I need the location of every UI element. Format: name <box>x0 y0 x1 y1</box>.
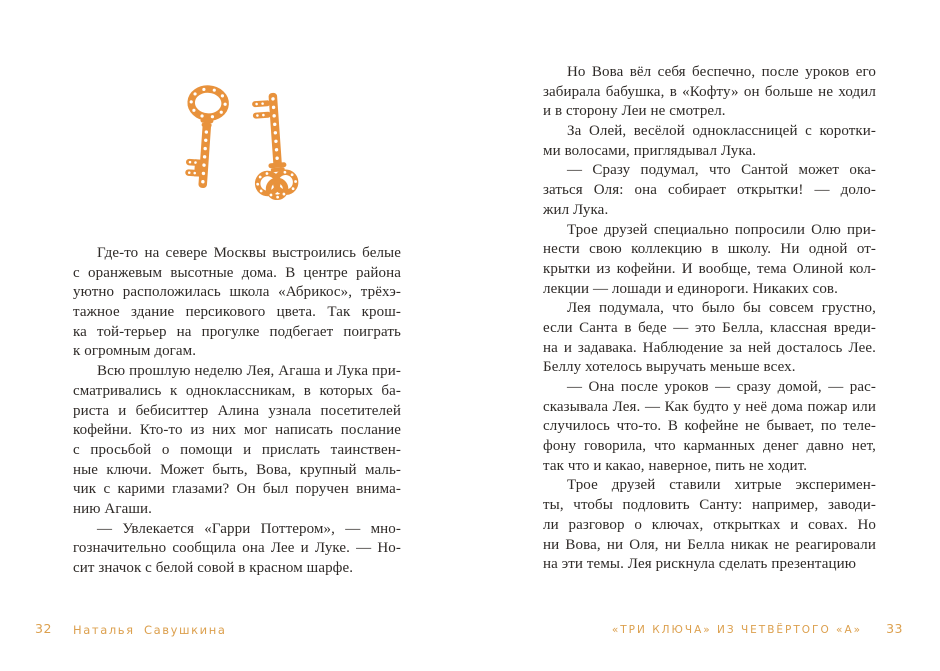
text-line: сказывала Лея. — Как будто у неё дома пожар или <box>543 398 876 415</box>
text-line: ни Вова, ни Оля, ни Белла никак не реагировали <box>543 536 876 553</box>
text-line: заться Оля: она собирает открытки! — доло- <box>543 182 876 199</box>
text-line: Но Вова вёл себя беспечно, после уроков его <box>567 64 876 80</box>
text-line: крытки из кофейни. И вообще, тема Олиной кол- <box>543 260 876 277</box>
paragraph <box>73 520 401 579</box>
paragraph <box>543 161 876 220</box>
text-line: Трое друзей специально попросили Олю при- <box>567 221 876 238</box>
text-line: — Сразу подумал, что Сантой может ока- <box>567 162 876 179</box>
text-line: на эти темы. Лея рискнула сделать презентацию <box>543 556 857 573</box>
text-line: Где-то на севере Москвы выстроились белые <box>97 245 401 261</box>
text-line: к огромным догам. <box>73 343 197 360</box>
text-line: на и задавака. Наблюдение за ней досталось Лее. <box>543 339 876 356</box>
text-line: ка той-терьер на прогулке подбегает поиграть <box>73 323 401 340</box>
page-number-right: 33 <box>886 621 903 636</box>
text-line: с просьбой о помощи и прислать таинствен- <box>73 441 401 458</box>
text-line: нию Агаши. <box>73 500 152 517</box>
text-line: гозначительно сообщила она Лее и Луке. — Но- <box>73 540 401 557</box>
text-line: — Она после уроков — сразу домой, — рас- <box>567 379 876 395</box>
text-line: уютно расположилась школа «Абрикос», трёхэ- <box>73 284 401 301</box>
page-left-text <box>73 244 401 579</box>
text-line: тажное здание персикового цвета. Так крош- <box>73 304 401 321</box>
page-number-left: 32 <box>35 621 52 636</box>
text-line: случилось что-то. В кофейне не бывает, по теле- <box>543 418 876 435</box>
text-line: и в сторону Леи не смотрел. <box>543 103 726 120</box>
paragraph <box>543 122 876 161</box>
paragraph <box>73 244 401 362</box>
text-line: нести свою коллекцию в школу. Ни одной от- <box>543 241 876 258</box>
text-line: фону говорила, что карманных денег давно нет, <box>543 438 876 455</box>
text-line: если Санта в беде — это Белла, классная вреди- <box>543 319 876 336</box>
text-line: так что и какао, наверное, пить не ходит. <box>543 457 808 474</box>
text-line: Всю прошлую неделю Лея, Агаша и Лука при- <box>97 363 401 380</box>
text-line: жил Лука. <box>543 201 609 218</box>
running-title-book: «ТРИ КЛЮЧА» ИЗ ЧЕТВЁРТОГО «А» <box>611 624 863 636</box>
paragraph <box>543 221 876 300</box>
text-line: с оранжевым высотные дома. В центре района <box>73 264 401 281</box>
text-line: Беллу хотелось выручать меньше всех. <box>543 359 796 376</box>
text-line: — Увлекается «Гарри Поттером», — мно- <box>97 520 401 537</box>
paragraph <box>73 362 401 520</box>
text-line: Лея подумала, что было бы совсем грустно, <box>567 300 876 317</box>
text-line: ные ключи. Может быть, Вова, крупный маль- <box>73 461 401 478</box>
paragraph <box>543 63 876 122</box>
text-line: лекции — лошади и единороги. Никаких сов. <box>543 280 838 297</box>
text-line: сит значок с белой совой в красном шарфе. <box>73 560 354 576</box>
text-line: ми волосами, приглядывал Лука. <box>543 142 757 159</box>
text-line: За Олей, весёлой одноклассницей с коротки- <box>567 123 876 140</box>
text-line: сматривались к одноклассникам, в которых ба- <box>73 382 401 399</box>
page-right-text <box>543 63 876 575</box>
text-line: кофейни. Кто-то из них мог написать послание <box>73 422 401 439</box>
running-title-author: Наталья Савушкина <box>73 623 227 637</box>
text-line: ты, чтобы подловить Санту: например, заводи- <box>543 497 876 514</box>
text-line: ли разговор о ключах, открытках и совах. Но <box>543 516 876 533</box>
paragraph <box>543 378 876 476</box>
ornate-key-inverted-icon <box>247 90 299 200</box>
paragraph <box>543 476 876 574</box>
text-line: забирала бабушка, в «Кофту» он больше не ходил <box>543 83 876 100</box>
paragraph <box>543 299 876 378</box>
text-line: чик с карими глазами? Он был поручен внима- <box>73 481 401 498</box>
text-line: риста и бебиситтер Алина узнала посетителей <box>73 402 401 419</box>
footer-right <box>612 621 903 636</box>
ornate-key-icon <box>181 84 231 190</box>
keys-illustration <box>181 84 311 194</box>
text-line: Трое друзей ставили хитрые эксперимен- <box>567 477 876 494</box>
